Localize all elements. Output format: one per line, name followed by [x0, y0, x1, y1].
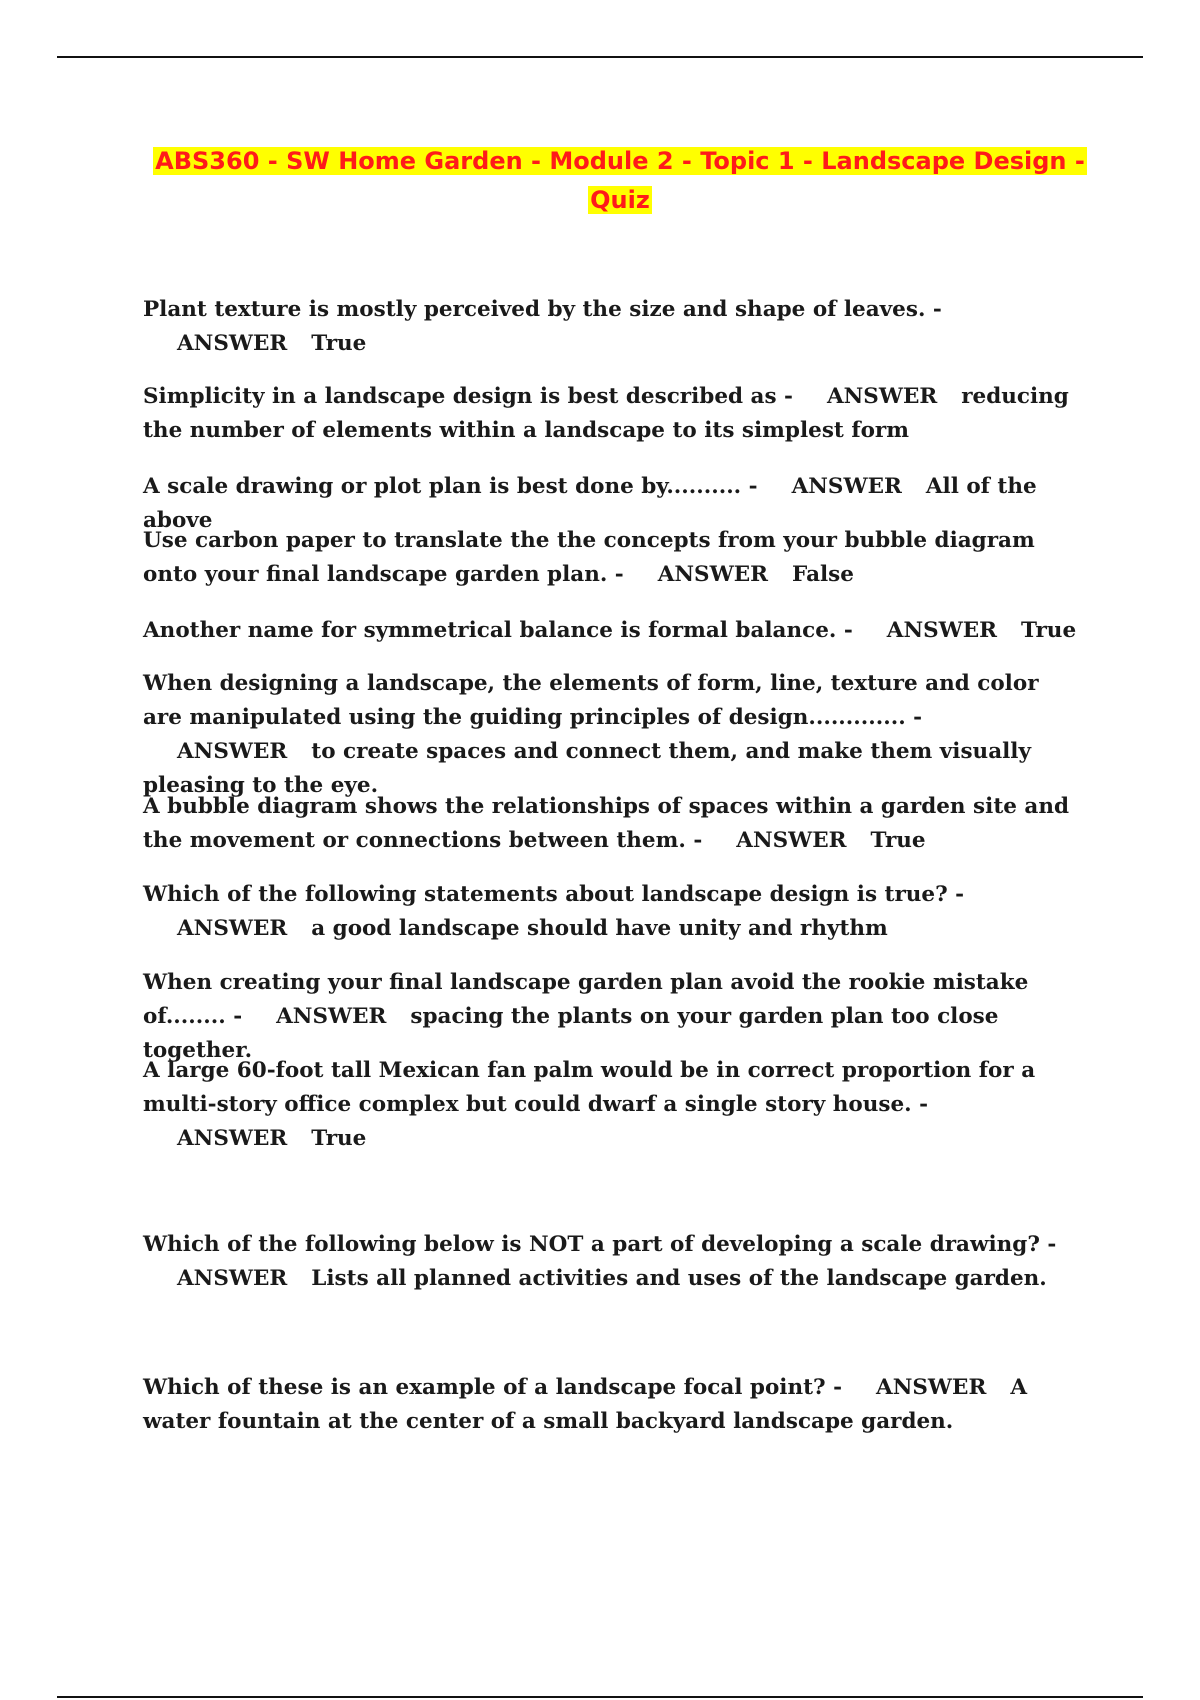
question-text: Which of the following below is NOT a part of developing a scale drawing? -	[143, 1232, 1057, 1257]
question-text: Simplicity in a landscape design is best described as -	[143, 384, 793, 409]
qa-item-2	[143, 380, 1083, 448]
qa-item-12	[143, 1371, 1083, 1439]
qa-item-6	[143, 667, 1083, 803]
qa-item-7	[143, 790, 1083, 858]
answer-text: True	[311, 331, 367, 356]
answer-label: ANSWER	[791, 474, 902, 499]
question-text: A large 60-foot tall Mexican fan palm would be in correct proportion for a multi-story office complex but could dwarf a single story house. -	[143, 1058, 1036, 1117]
answer-label: ANSWER	[177, 331, 288, 356]
qa-item-11	[143, 1228, 1083, 1296]
qa-item-5	[143, 614, 1083, 648]
qa-item-9	[143, 966, 1083, 1068]
answer-text: reducing the number of elements within a landscape to its simplest form	[143, 384, 1069, 443]
answer-text: a good landscape should have unity and rhythm	[311, 916, 888, 941]
answer-label: ANSWER	[177, 1266, 288, 1291]
answer-text: A water fountain at the center of a small backyard landscape garden.	[143, 1375, 1027, 1434]
answer-label: ANSWER	[657, 562, 768, 587]
qa-item-8	[143, 878, 1083, 946]
document-title-text: ABS360 - SW Home Garden - Module 2 - Topic 1 - Landscape Design - Quiz	[155, 147, 1085, 214]
question-text: Which of these is an example of a landscape focal point? -	[143, 1375, 843, 1400]
qa-item-4	[143, 524, 1083, 592]
qa-item-1	[143, 293, 1083, 361]
answer-text: True	[870, 828, 926, 853]
answer-text: All of the above	[143, 474, 1037, 533]
answer-label: ANSWER	[177, 739, 288, 764]
question-text: When creating your final landscape garden plan avoid the rookie mistake of........ -	[143, 970, 1029, 1029]
qa-item-10	[143, 1054, 1083, 1156]
answer-label: ANSWER	[177, 916, 288, 941]
answer-text: True	[311, 1126, 367, 1151]
top-divider	[57, 56, 1143, 58]
question-text: Use carbon paper to translate the the concepts from your bubble diagram onto your final landscape garden plan. -	[143, 528, 1035, 587]
answer-label: ANSWER	[276, 1004, 387, 1029]
question-text: Plant texture is mostly perceived by the size and shape of leaves. -	[143, 297, 942, 322]
answer-label: ANSWER	[177, 1126, 288, 1151]
answer-label: ANSWER	[736, 828, 847, 853]
answer-text: to create spaces and connect them, and make them visually pleasing to the eye.	[143, 739, 1031, 798]
answer-text: spacing the plants on your garden plan too close together.	[143, 1004, 999, 1063]
answer-text: True	[1021, 618, 1077, 643]
question-text: A scale drawing or plot plan is best done by.......... -	[143, 474, 758, 499]
document-title	[150, 142, 1090, 220]
answer-text: False	[791, 562, 854, 587]
question-text: A bubble diagram shows the relationships of spaces within a garden site and the movement or connections between them. -	[143, 794, 1070, 853]
answer-label: ANSWER	[826, 384, 938, 409]
answer-label: ANSWER	[876, 1375, 987, 1400]
bottom-divider	[57, 1696, 1143, 1698]
answer-text: Lists all planned activities and uses of the landscape garden.	[311, 1266, 1047, 1291]
question-text: Another name for symmetrical balance is formal balance. -	[143, 618, 853, 643]
question-text: Which of the following statements about landscape design is true? -	[143, 882, 965, 907]
question-text: When designing a landscape, the elements of form, line, texture and color are manipulated using the guiding principles of design............. -	[143, 671, 1039, 730]
answer-label: ANSWER	[886, 618, 998, 643]
